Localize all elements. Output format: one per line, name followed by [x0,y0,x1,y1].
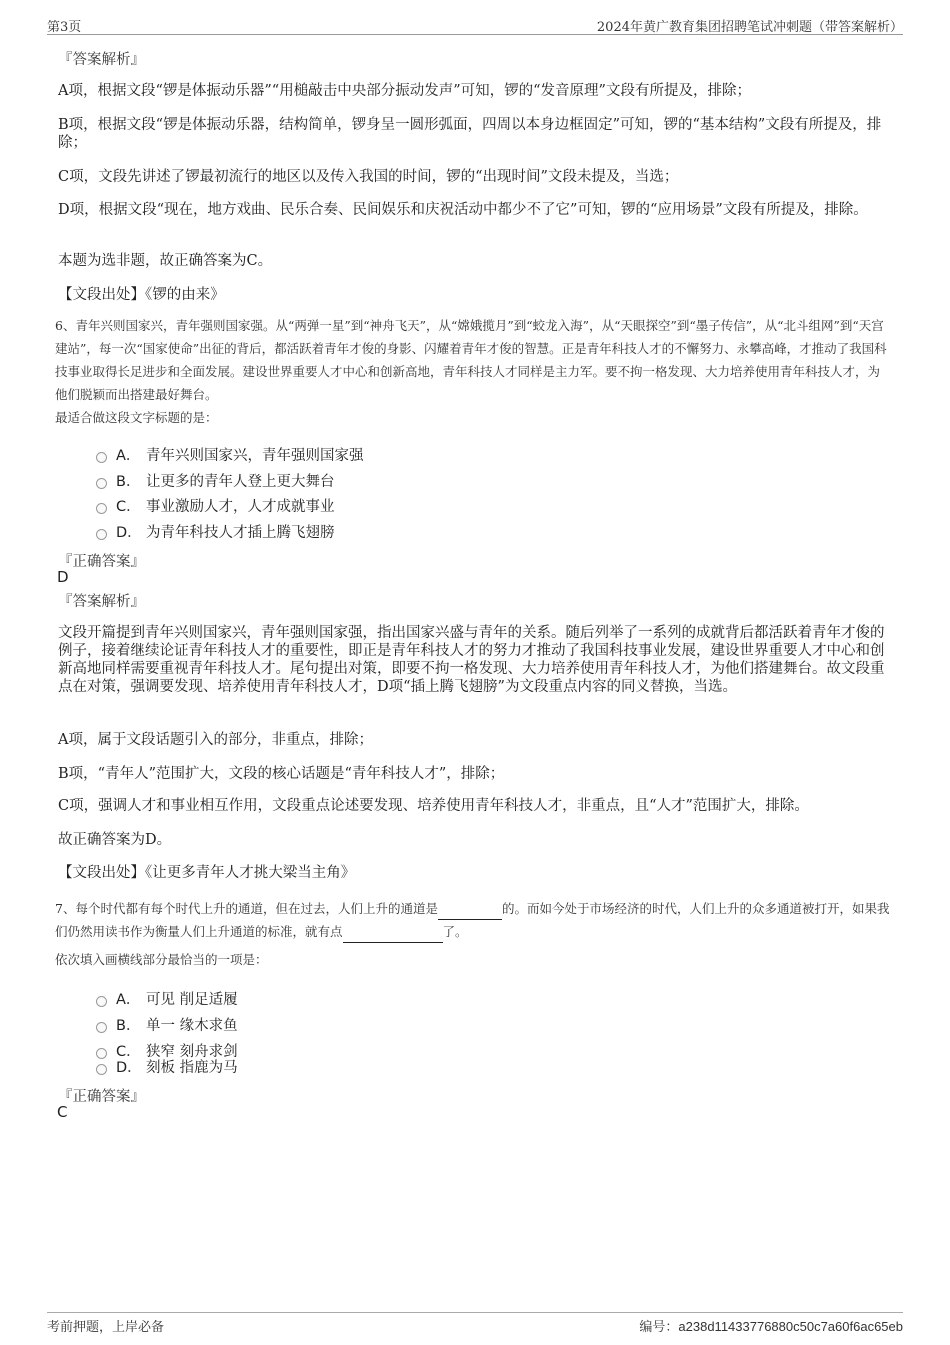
analysis-line: B项，“青年人”范围扩大，文段的核心话题是“青年科技人才”，排除； [58,766,505,782]
radio-icon[interactable] [96,1022,107,1033]
option-d[interactable]: D． 刻板 指鹿为马 [96,1056,238,1077]
radio-icon[interactable] [96,452,107,463]
analysis-label: 『答案解析』 [58,52,145,68]
correct-answer-label: 『正确答案』 [58,1089,145,1105]
correct-answer: D [57,568,69,586]
page-header [47,14,903,35]
radio-icon[interactable] [96,478,107,489]
analysis-line: B项，根据文段“锣是体振动乐器，结构简单，锣身呈一圆形弧面，四周以本身边框固定”可知，锣的“基本结构”文段有所提及，排除； [58,117,882,151]
correct-answer-label: 『正确答案』 [58,554,145,570]
source-citation: 【文段出处】《锣的由来》 [58,287,225,303]
option-b[interactable]: B． 单一 缘木求鱼 [96,1014,238,1035]
fill-blank-1 [438,905,502,920]
footer-slogan: 考前押题，上岸必备 [47,1320,165,1335]
analysis-conclusion: 故正确答案为D。 [58,832,172,848]
analysis-line: A项，根据文段“锣是体振动乐器”“用槌敲击中央部分振动发声”可知，锣的“发音原理”文段有所提及，排除； [58,83,751,99]
question-stem: 7、每个时代都有每个时代上升的通道，但在过去，人们上升的通道是 的。而如今处于市场经济的时代，人们上升的众多通道被打开，如果我们仍然用读书作为衡量人们上升通道的标准，就有点 了。 [55,897,890,943]
option-c[interactable]: C． 事业激励人才，人才成就事业 [96,495,335,516]
analysis-line: C项，文段先讲述了锣最初流行的地区以及传入我国的时间，锣的“出现时间”文段未提及，当选； [58,169,679,185]
option-d[interactable]: D． 为青年科技人才插上腾飞翅膀 [96,521,335,542]
analysis-line: D项，根据文段“现在，地方戏曲、民乐合奏、民间娱乐和庆祝活动中都少不了它”可知，锣的“应用场景”文段有所提及，排除。 [58,202,868,218]
option-a[interactable]: A． 可见 削足适履 [96,988,238,1009]
radio-icon[interactable] [96,1064,107,1075]
page-number: 第3页 [47,20,82,35]
document-title: 2024年黄广教育集团招聘笔试冲刺题（带答案解析） [596,20,903,35]
question-stem: 6、青年兴则国家兴，青年强则国家强。从“两弹一星”到“神舟飞天”，从“嫦娥揽月”到“蛟龙入海”，从“天眼探空”到“墨子传信”，从“北斗组网”到“天宫建站”，每一次“国家使命”出征的背后，都活跃着青年才俊的身影、闪耀着青年才俊的智慧。正是青年科技人才的不懈努力、永攀高峰，才推动了我国科技事业取得长足进步和全面发展。建设世界重要人才中心和创新高地，青年科技人才同样是主力军。要不拘一格发现、大力培养使用青年科技人才，为他们脱颖而出搭建最好舞台。 [55,318,887,402]
analysis-label: 『答案解析』 [58,594,145,610]
correct-answer: C [57,1103,68,1121]
fill-blank-2 [343,928,443,943]
radio-icon[interactable] [96,996,107,1007]
analysis-line: A项，属于文段话题引入的部分，非重点，排除； [58,732,373,748]
source-citation: 【文段出处】《让更多青年人才挑大梁当主角》 [58,865,356,881]
analysis-text: 文段开篇提到青年兴则国家兴，青年强则国家强，指出国家兴盛与青年的关系。随后列举了一系列的成就背后都活跃着青年才俊的例子，接着继续论证青年科技人才的重要性，即正是青年科技人才的努力才推动了我国科技事业发展，建设世界重要人才中心和创新高地同样需要重视青年科技人才。尾句提出对策，即要不拘一格发现、大力培养使用青年科技人才，为他们搭建舞台。故文段重点在对策，强调要发现、培养使用青年科技人才，D项“插上腾飞翅膀”为文段重点内容的同义替换，当选。 [58,625,885,695]
option-c[interactable]: C． 狭窄 刻舟求剑 [96,1040,238,1061]
option-b[interactable]: B． 让更多的青年人登上更大舞台 [96,470,335,491]
analysis-conclusion: 本题为选非题，故正确答案为C。 [58,253,273,269]
radio-icon[interactable] [96,529,107,540]
radio-icon[interactable] [96,503,107,514]
analysis-line: C项，强调人才和事业相互作用，文段重点论述要发现、培养使用青年科技人才，非重点，且“人才”范围扩大，排除。 [58,798,809,814]
question-prompt: 依次填入画横线部分最恰当的一项是： [55,952,268,967]
question-prompt: 最适合做这段文字标题的是： [55,410,218,425]
option-a[interactable]: A． 青年兴则国家兴，青年强则国家强 [96,444,364,465]
page-footer [47,1312,903,1333]
document-code: 编号：a238d11433776880c50c7a60f6ac65eb [639,1319,903,1334]
